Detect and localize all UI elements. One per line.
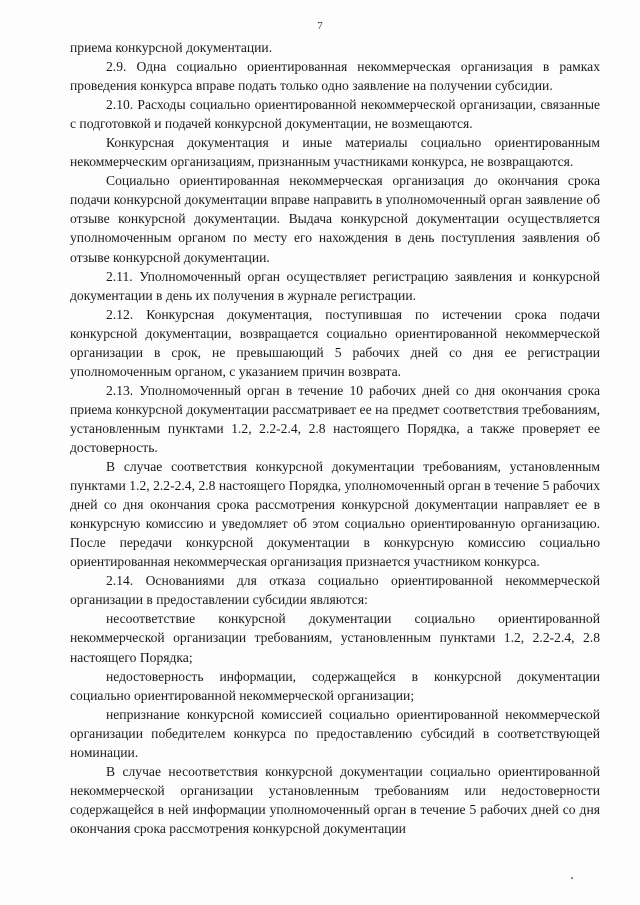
list-item-noncompliance: несоответствие конкурсной документации социально ориентированной некоммерческой организации требованиям, установленным пунктами 1.2, 2.2-2.4, 2.8 настоящего Порядка; (70, 611, 600, 665)
paragraph-2-9: 2.9. Одна социально ориентированная некоммерческая организация в рамках проведения конкурса вправе подать только одно заявление на получении субсидии. (70, 59, 600, 94)
paragraph-2-14: 2.14. Основаниями для отказа социально ориентированной некоммерческой организации в предоставлении субсидии являются: (70, 573, 600, 608)
paragraph-2-13: 2.13. Уполномоченный орган в течение 10 рабочих дней со дня окончания срока приема конкурсной документации рассматривает ее на предмет соответствия требованиям, установленным пунктами 1.2, 2.2-2.4, 2.8 настоящего Порядка, а также проверяет ее достоверность. (70, 382, 600, 455)
paragraph-compliance: В случае соответствия конкурсной документации требованиям, установленным пунктами 1.2, 2.2-2.4, 2.8 настоящего Порядка, уполномоченный орган в течение 5 рабочих дней со дня окончания срока рассмотрения конкурсной документации направляет ее в конкурсную комиссию и уведомляет об этом социально ориентированную организацию. После передачи конкурсной документации в конкурсную комиссию социально ориентированная некоммерческая организация признается участником конкурса. (70, 459, 600, 570)
paragraph-withdrawal: Социально ориентированная некоммерческая организация до окончания срока подачи конкурсной документации вправе направить в уполномоченный орган заявление об отзыве конкурсной документации. Выдача конкурсной документации осуществляется уполномоченным органом по месту его нахождения в день поступления заявления об отзыве конкурсной документации. (70, 173, 600, 265)
list-item-not-winner: непризнание конкурсной комиссией социально ориентированной некоммерческой организации победителем конкурса по предоставлению субсидий в соответствующей номинации. (70, 706, 600, 760)
list-item-unreliable: недостоверность информации, содержащейся в конкурсной документации социально ориентированной некоммерческой организации; (70, 668, 600, 703)
page-number: 7 (317, 20, 323, 32)
body-text (70, 38, 600, 838)
paragraph-2-10: 2.10. Расходы социально ориентированной некоммерческой организации, связанные с подготовкой и подачей конкурсной документации, не возмещаются. (70, 97, 600, 132)
paragraph-2-12: 2.12. Конкурсная документация, поступившая по истечении срока подачи конкурсной документации, возвращается социально ориентированной некоммерческой организации в срок, не превышающий 5 рабочих дней со дня ее регистрации уполномоченным органом, с указанием причин возврата. (70, 306, 600, 379)
paragraph-materials: Конкурсная документация и иные материалы социально ориентированным некоммерческим организациям, признанным участниками конкурса, не возвращаются. (70, 135, 600, 170)
paragraph-nonconformity: В случае несоответствия конкурсной документации социально ориентированной некоммерческой организации установленным требованиям или недостоверности содержащейся в ней информации уполномоченный орган в течение 5 рабочих дней со дня окончания срока рассмотрения конкурсной документации (70, 763, 600, 836)
paragraph-1: приема конкурсной документации. (70, 40, 273, 55)
paragraph-2-11: 2.11. Уполномоченный орган осуществляет регистрацию заявления и конкурсной документации в день их получения в журнале регистрации. (70, 268, 600, 303)
scan-speck (571, 877, 573, 879)
